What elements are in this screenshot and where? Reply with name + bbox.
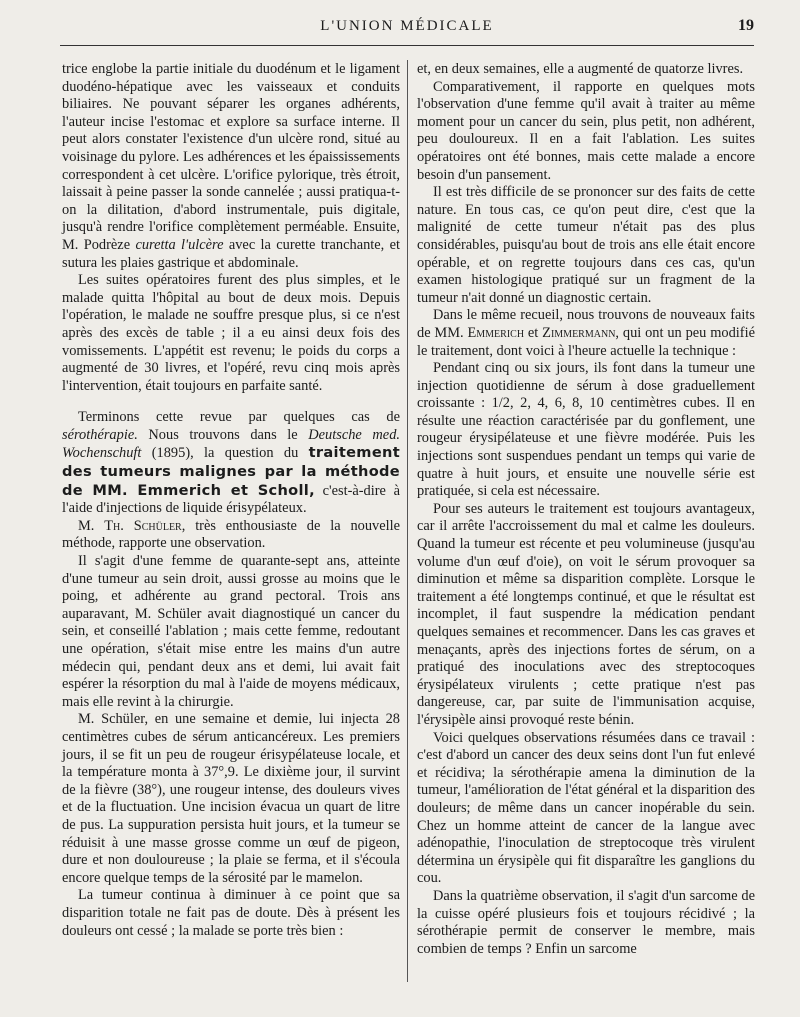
paragraph: Dans la quatrième observation, il s'agit d'un sarcome de la cuisse opéré plusieurs fois et toujours récidivé ; la sérothérapie permit de conserver le membre, mais combien de temps ? Enfin un sarcome [417,887,755,957]
paragraph: Il est très difficile de se prononcer sur des faits de cette nature. En tous cas, ce qu'on peut dire, c'est que la malignité de cette tumeur n'était pas des plus considérables, puisqu'au bout de trois ans elle était encore opérable, et on regrette toujours dans ces cas, qu'un examen histologique pratiqué sur un fragment de la tumeur n'ait donné un diagnostic certain. [417,184,755,306]
page-number: 19 [738,17,754,34]
header-rule [60,45,754,46]
paragraph: Comparativement, il rapporte en quelques mots l'observation d'une femme qu'il avait à traiter au même moment pour un cancer du sein, plus petit, non adhérent, peu douloureux. Il en a fait l'ablation. Les suites opératoires ont été bonnes, mais cette malade a encore besoin d'un pansement. [417,78,755,183]
paragraph: M. Th. Schüler, très enthousiaste de la nouvelle méthode, rapporte une observation. [62,517,401,552]
column-divider [407,60,408,982]
paragraph: Dans le même recueil, nous trouvons de nouveaux faits de MM. Emmerich et Zimmermann, qui ont un peu modifié le traitement, dont voici à l'heure actuelle la technique : [417,307,755,359]
running-header [60,14,754,42]
paragraph: trice englobe la partie initiale du duodénum et le ligament duodéno-hépatique avec les vaisseaux et conduits biliaires. Ne pouvant séparer les organes adhérents, l'auteur incise l'estomac et explore sa surface interne. Il peut alors constater l'existence d'un ulcère rond, situé au voisinage du pylore. Les adhérences et les épaississements correspondent à cet ulcère. L'orifice pylorique, très étroit, laissait à peine passer la sonde cannelée ; aussi pratiqua-t-on la dilitation, d'abord instrumentale, puis digitale, jusqu'à rendre l'orifice complètement perméable. Ensuite, M. Podrèze curetta l'ulcère avec la curette tranchante, et sutura les plaies gastrique et abdominale. [62,61,400,271]
paragraph: La tumeur continua à diminuer à ce point que sa disparition totale ne fait pas de doute. Dès à présent les douleurs ont cessé ; la malade se porte très bien : [62,887,400,939]
paragraph: Il s'agit d'une femme de quarante-sept ans, atteinte d'une tumeur au sein droit, aussi grosse au moins que le poing, et adhérente au grand pectoral. Trois ans auparavant, M. Schüler avait diagnostiqué un cancer du sein, et conseillé l'ablation ; mais cette femme, redoutant une opération, s'était mise entre les mains d'un autre médecin qui, pendant deux ans et demi, lui avait fait espérer la résorption du mal à l'aide de moyens médicaux, mais elle revint à la chirurgie. [62,553,400,710]
journal-title: L'UNION MÉDICALE [320,18,494,34]
paragraph: Les suites opératoires furent des plus simples, et le malade quitta l'hôpital au bout de deux mois. Depuis l'opération, le malade ne souffre presque plus, si ce n'est après des excès de table ; il a eu ainsi deux fois des vomissements. L'appétit est revenu; le poids du corps a augmenté de 30 livres, et l'opéré, revu cinq mois après l'intervention, était toujours en parfaite santé. [62,272,400,394]
paragraph: et, en deux semaines, elle a augmenté de quatorze livres. [417,61,744,77]
bold-heading: traitement des tumeurs malignes par la méthode de MM. Emmerich et Scholl, [62,444,400,499]
left-column [62,61,400,940]
right-column [417,61,755,958]
paragraph: Pour ses auteurs le traitement est toujours avantageux, car il arrête l'accroissement du mal et calme les douleurs. Quand la tumeur est récente et peu volumineuse (jusqu'au volume d'un œuf d'oie), on voit le sérum provoquer sa diminution et même sa disparition complète. Lorsque le traitement a été longtemps continué, et que le résultat est incomplet, il faut suspendre la médication pendant quelques semaines et recommencer. Dans les cas graves et menaçants, après des injections fortes de sérum, on a pratiqué des inoculations avec des streptocoques érysipélateux virulents ; cette pratique n'est pas dangereuse, car, par suite de l'immunisation acquise, l'érysipèle ainsi provoqué reste bénin. [417,500,755,728]
paragraph: Terminons cette revue par quelques cas de sérothérapie. Nous trouvons dans le Deutsche med. Wochenschuft (1895), la question du traitement des tumeurs malignes par la méthode de MM. Emmerich et Scholl, c'est-à-dire à l'aide d'injections de liquide érisypélateux. [62,409,400,517]
paragraph: Voici quelques observations résumées dans ce travail : c'est d'abord un cancer des deux seins dont l'un fut enlevé et récidiva; la sérothérapie amena la diminution de la tumeur, l'amélioration de l'état général et la disparition des douleurs; de même dans un cancer inopérable du sein. Chez un homme atteint de cancer de la langue avec adénopathie, l'inoculation de streptocoque très virulent détermina un érysipèle qui fit disparaître les ganglions du cou. [417,729,755,887]
paragraph: Pendant cinq ou six jours, ils font dans la tumeur une injection quotidienne de sérum à dose graduellement croissante : 1/2, 2, 4, 6, 8, 10 centimètres cubes. Il en résulte une réaction caractérisée par du gonflement, une rougeur érysipélateuse et une fièvre modérée. Puis les injections sont suspendues pendant un temps qui varie de quatre à huit jours, et ensuite une nouvelle série est pratiquée, si cela est nécessaire. [417,360,755,500]
paragraph: M. Schüler, en une semaine et demie, lui injecta 28 centimètres cubes de sérum anticancéreux. Les premiers jours, il se fit un peu de rougeur érisypélateuse locale, et la température monta à 37°,9. Le dixième jour, il survint de la fièvre (38°), une rougeur intense, des douleurs vives et de la fluctuation. Une incision évacua un quart de litre de pus. La suppuration persista huit jours, et la tumeur se réduisit à une masse grosse comme un œuf de pigeon, dure et non douloureuse ; la plaie se ferma, et il s'écoula encore quelque temps de la sérosité par le mamelon. [62,711,400,886]
